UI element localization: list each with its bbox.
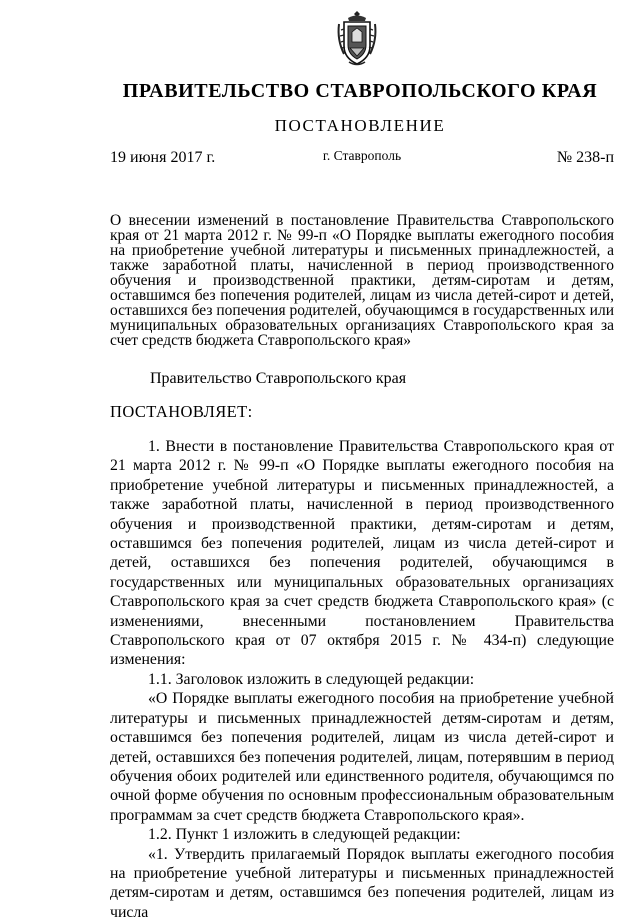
document-city: г. Ставрополь — [322, 148, 402, 163]
document-subject: О внесении изменений в постановление Правительства Ставропольского края от 21 марта 2012 г. № 99-п «О Порядке выплаты ежегодного пособия на приобретение учебной литературы и письменных принадлежностей, а также заработной платы, начисленной в период производственного обучения и производственной практики, детям-сиротам и детям, оставшимся без попечения родителей, лицам из числа детей-сирот и детей, оставшихся без попечения родителей, обучающимся в государственных или муниципальных образовательных организациях Ставропольского края за счет средств бюджета Ставропольского края» — [110, 212, 614, 349]
document-kind: ПОСТАНОВЛЕНИЕ — [274, 116, 446, 135]
coat-of-arms-icon — [335, 10, 379, 68]
document-body — [110, 437, 614, 922]
government-title: ПРАВИТЕЛЬСТВО СТАВРОПОЛЬСКОГО КРАЯ — [122, 80, 598, 102]
paragraph-1: 1. Внести в постановление Правительства Ставропольского края от 21 марта 2012 г. № 99-п «О Порядке выплаты ежегодного пособия на приобретение учебной литературы и письменных принадлежностей, а также заработной платы, начисленной в период производственного обучения и производственной практики, детям-сиротам и детям, оставшимся без попечения родителей, лицам из числа детей-сирот и детей, оставшихся без попечения родителей, обучающимся в государственных или муниципальных образовательных организациях Ставропольского края за счет средств бюджета Ставропольского края» (с изменениями, внесенными постановлением Правительства Ставропольского края от 07 октября 2015 г. № 434-п) следующие изменения: — [110, 438, 614, 669]
paragraph-1-1-text: «О Порядке выплаты ежегодного пособия на приобретение учебной литературы и письменных принадлежностей детям-сиротам и детям, оставшимся без попечения родителей, лицам из числа детей-сирот и детей, оставшихся без попечения родителей, лицам, потерявшим в период обучения обоих родителей или единственного родителя, обучающимся по очной форме обучения по основным профессиональным образовательным программам за счет средств бюджета Ставропольского края». — [110, 690, 614, 824]
paragraph-1-2-text: «1. Утвердить прилагаемый Порядок выплаты ежегодного пособия на приобретение учебной литературы и письменных принадлежностей детям-сиротам и детям, оставшимся без попечения родителей, лицам из числа — [110, 845, 614, 921]
paragraph-1-2: 1.2. Пункт 1 изложить в следующей редакции: — [148, 826, 461, 844]
preamble-government: Правительство Ставропольского края — [150, 370, 407, 387]
document-number: № 238-п — [556, 149, 614, 166]
document-date: 19 июня 2017 г. — [110, 149, 216, 166]
date-line — [110, 149, 614, 173]
preamble-resolves: ПОСТАНОВЛЯЕТ: — [110, 402, 253, 421]
paragraph-1-1: 1.1. Заголовок изложить в следующей редакции: — [148, 670, 475, 688]
